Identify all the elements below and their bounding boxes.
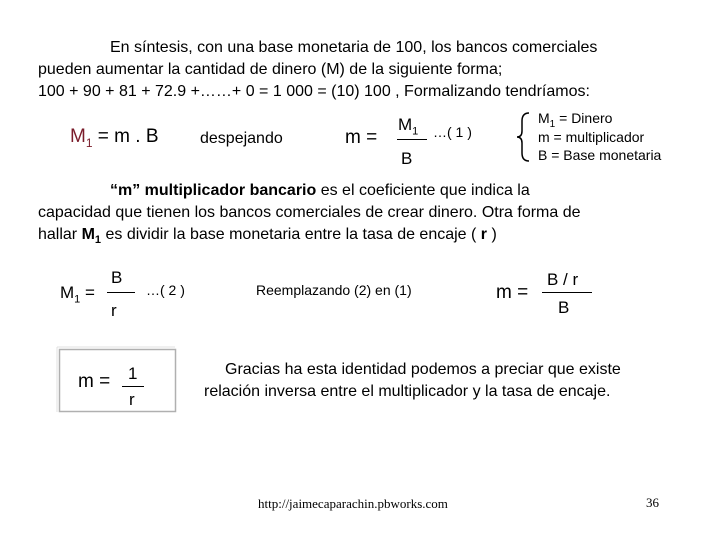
page-number: 36 [646, 495, 659, 510]
fraction-3-denominator: B [558, 298, 570, 317]
fraction-4-bar [122, 386, 144, 387]
brace-icon [515, 111, 531, 163]
para2-line-2: capacidad que tienen los bancos comerciales de crear dinero. Otra forma de [38, 204, 581, 221]
fraction-1-denominator: B [401, 149, 413, 168]
m-equals-2: m = [496, 282, 529, 303]
m1-symbol: $M_1$ [70, 126, 93, 150]
footer-url[interactable]: http://jaimecaparachin.pbworks.com [258, 496, 448, 511]
fraction-2-numerator: B [111, 268, 123, 287]
para2-line-3: hallar $M_1$ es dividir la base monetaria entre la tasa de encaje ( r ) [38, 226, 497, 247]
definition-b: B = Base monetaria [538, 147, 662, 163]
result-box [56, 346, 180, 416]
fraction-3-numerator: B / r [547, 270, 579, 289]
ref-2: …( 2 ) [146, 282, 185, 298]
intro-line-3: 100 + 90 + 81 + 72.9 +……+ 0 = 1 000 = (10) 100 , Formalizando tendríamos: [38, 83, 590, 100]
fraction-3-bar [542, 292, 592, 293]
para2-line-1: “m” multiplicador bancario es el coeficiente que indica la [110, 182, 530, 199]
multiplicador-term: “m” multiplicador bancario [110, 182, 317, 199]
m-equals-1: m = [345, 127, 378, 148]
fraction-4-numerator: 1 [128, 364, 138, 383]
intro-line-1: En síntesis, con una base monetaria de 100, los bancos comerciales [110, 39, 598, 56]
definition-m: m = multiplicador [538, 129, 645, 145]
equation-1-rhs: = m . B [97, 126, 159, 147]
fraction-2-denominator: r [111, 301, 117, 320]
fraction-4-denominator: r [129, 390, 135, 409]
intro-line-2: pueden aumentar la cantidad de dinero (M) de la siguiente forma; [38, 61, 503, 78]
conclusion-line-2: relación inversa entre el multiplicador y la tasa de encaje. [204, 383, 611, 400]
fraction-2-bar [107, 292, 135, 293]
equation-2-lhs: $M_1$ = [60, 283, 95, 306]
fraction-1-numerator: $M_1$ [398, 115, 419, 138]
fraction-1-bar [397, 139, 427, 140]
ref-1: …( 1 ) [433, 124, 472, 140]
despejando-label: despejando [200, 130, 283, 147]
conclusion-line-1: Gracias ha esta identidad podemos a preciar que existe [225, 361, 621, 378]
equation-1-lhs [70, 126, 159, 150]
m-equals-3: m = [78, 371, 111, 392]
reemplazando-label: Reemplazando (2) en (1) [256, 282, 412, 298]
definition-m1: $M_1$ = Dinero [538, 110, 613, 130]
